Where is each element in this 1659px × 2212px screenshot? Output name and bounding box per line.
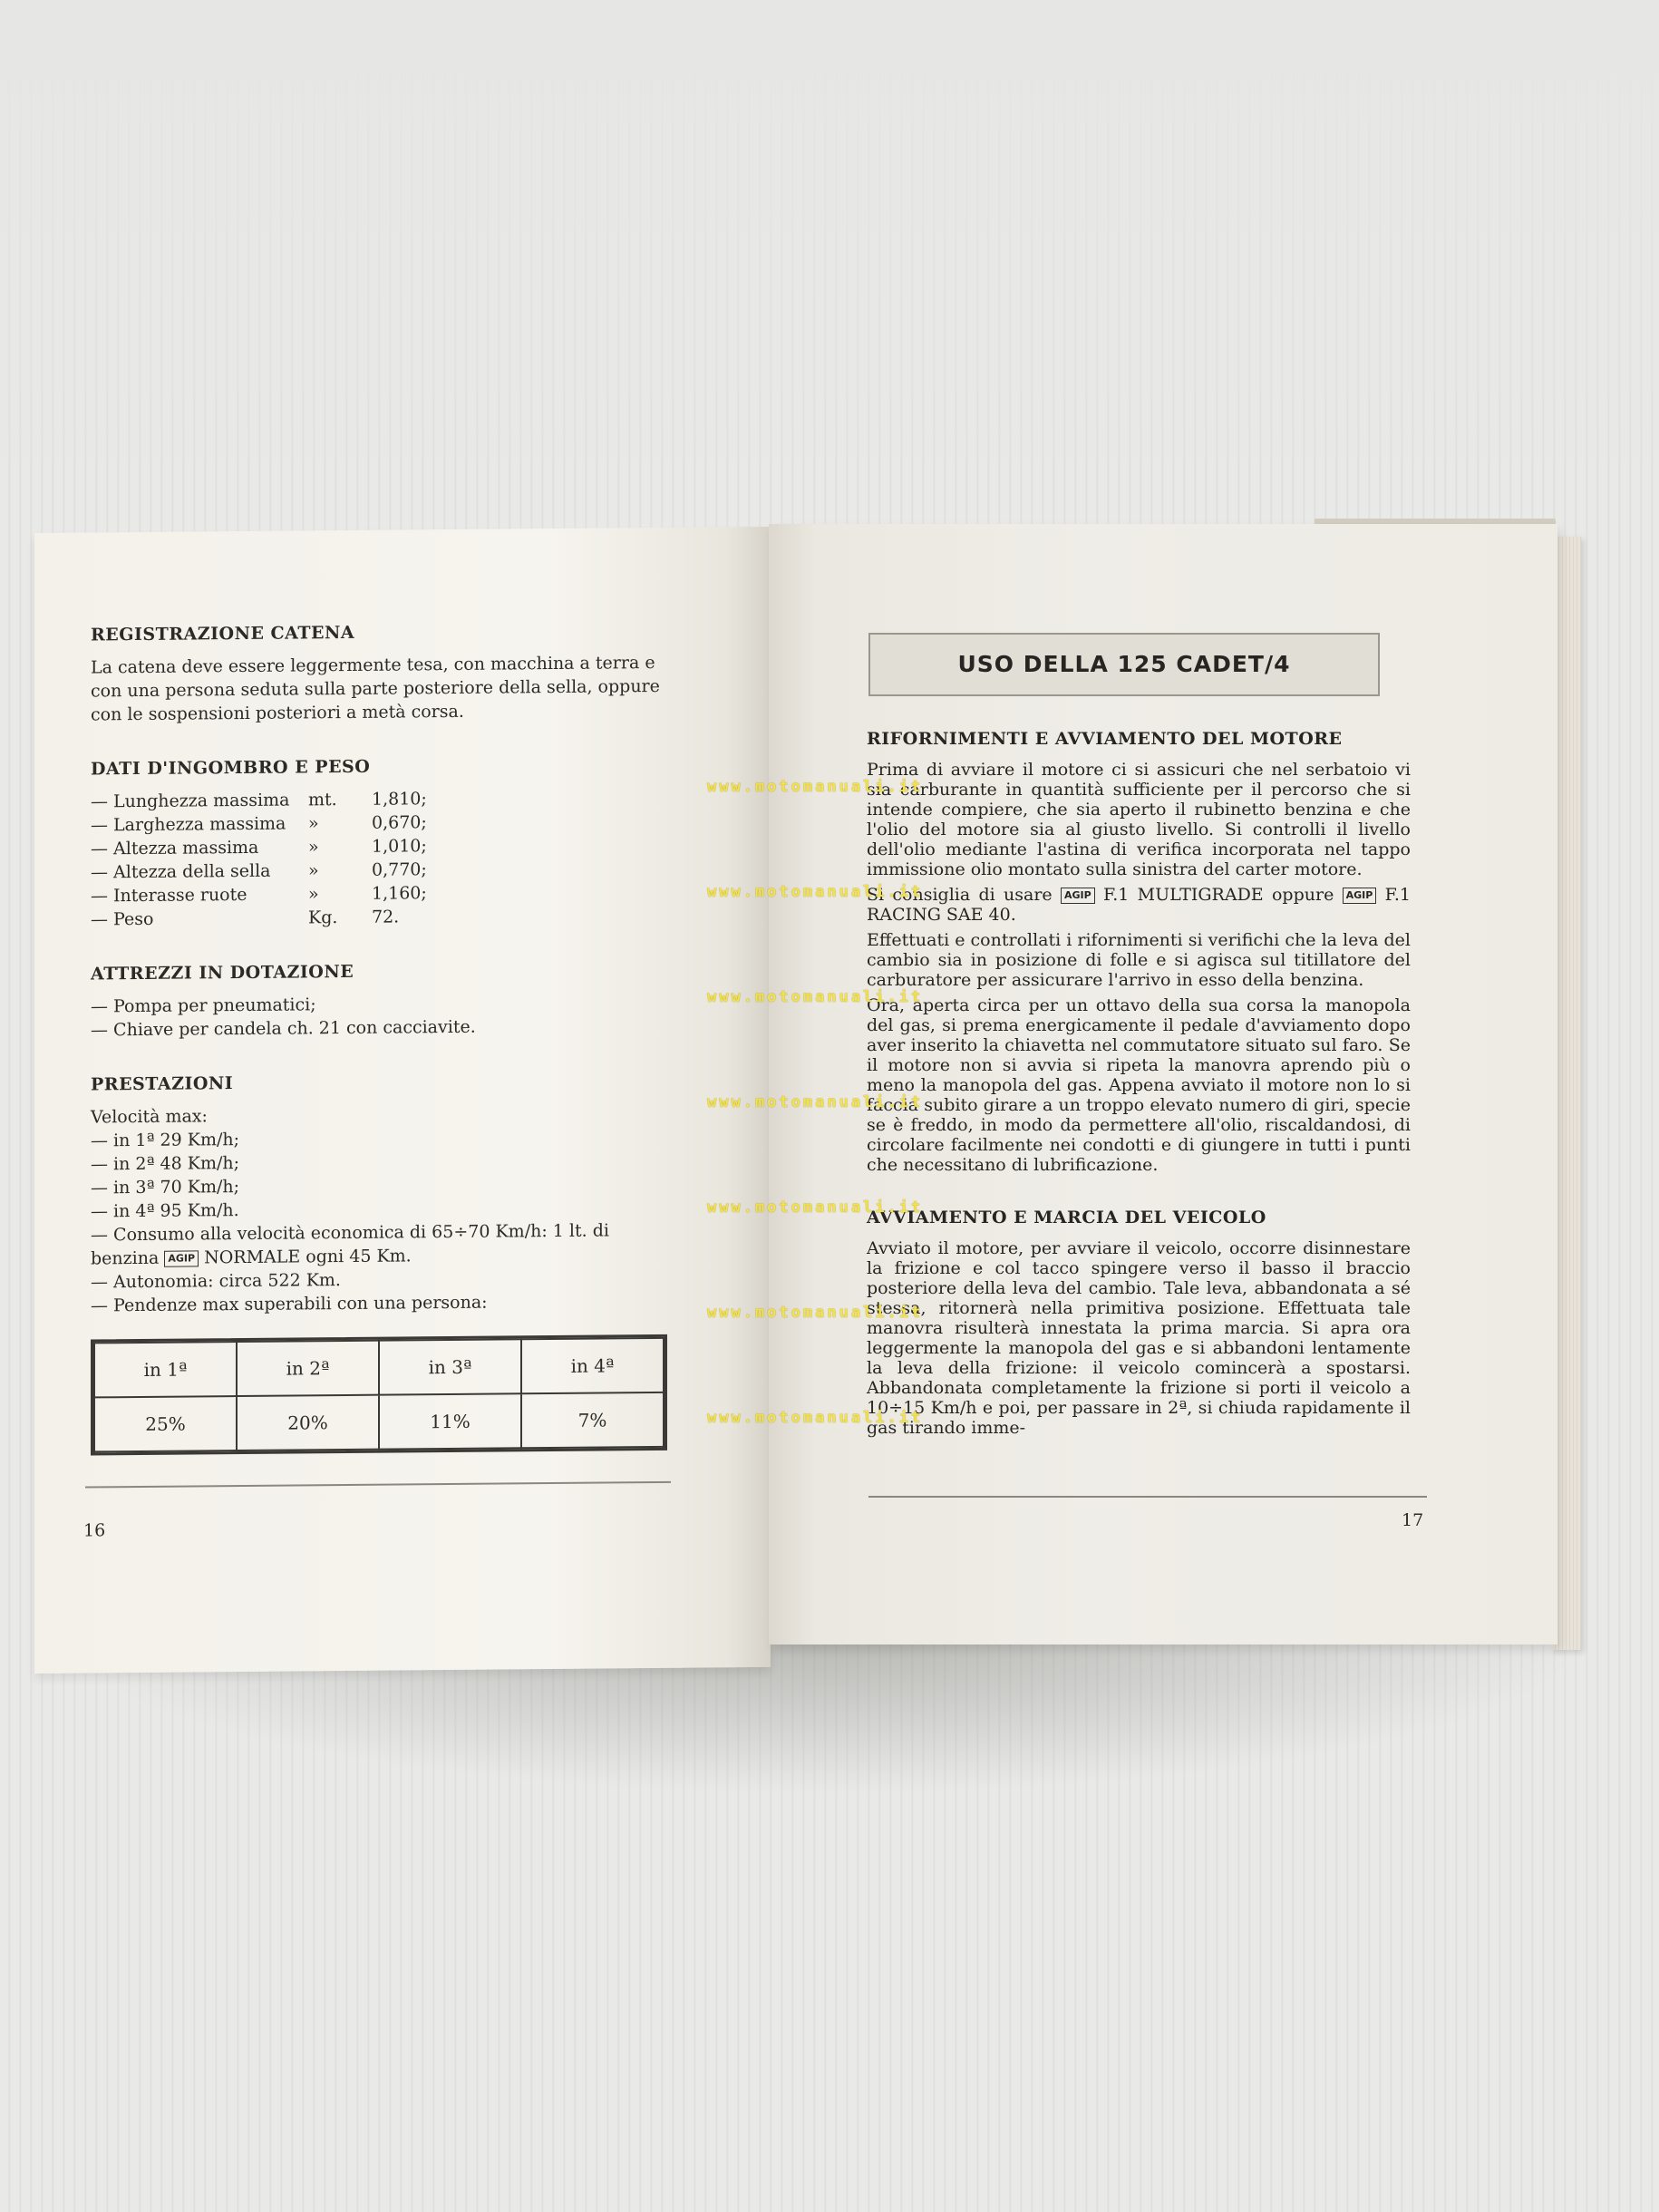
table-header-cell: in 2ª [237,1341,379,1396]
dim-value: 1,010; [372,836,427,857]
advice-part-a: Si consiglia di usare [867,885,1053,905]
right-page [769,524,1557,1644]
paragraph: Effettuati e controllati i rifornimenti si verifichi che la leva del cambio sia in posizione di folle e si agisca sul titillatore del carburatore per assicurare l'arrivo in esso della benzina. [867,930,1411,990]
footer-rule-left [85,1481,671,1489]
dim-label: — Peso [91,908,154,930]
heading-prestazioni: PRESTAZIONI [91,1073,234,1095]
dim-unit: » [308,860,319,881]
table-header-cell: in 3ª [379,1339,521,1394]
agip-logo-icon: AGIP [1343,888,1377,904]
gear-speed: — in 3ª 70 Km/h; [91,1177,240,1198]
dim-unit: » [308,884,319,905]
text-registrazione: La catena deve essere leggermente tesa, con macchina a terra e con una persona seduta sulla parte posteriore della sella, oppure con le sospensioni posteriori a metà corsa. [91,653,660,725]
watermark: www.motomanuali.it [707,1304,924,1322]
consumo-part-a: — Consumo alla velocità economica di 65÷70 Km/h: 1 lt. di benzina [91,1220,609,1269]
agip-logo-icon: AGIP [164,1250,199,1266]
section-registrazione [91,618,671,727]
advice-part-b: F.1 MULTIGRADE oppure [1103,885,1334,905]
heading-marcia: AVVIAMENTO E MARCIA DEL VEICOLO [867,1208,1266,1227]
dim-label: — Altezza della sella [91,860,271,883]
paragraph: Ora, aperta circa per un ottavo della sua corsa la manopola del gas, si prema energicamente il pedale d'avviamento dopo aver inserito la chiavetta nel commutatore situato sul faro. Se il motore non si avvia si ripeta la manovra aprendo più o meno la manopola del gas. Appena avviato il motore non lo si faccia subito girare a un troppo elevato numero di giri, specie se è freddo, in modo da permettere all'olio, riscaldandosi, di circolare facilmente nei condotti e di giungere in tutti i punti che necessitano di lubrificazione. [867,995,1411,1175]
table-cell: 25% [94,1396,237,1451]
velocita-label: Velocità max: [91,1106,208,1128]
agip-logo-icon: AGIP [1061,888,1095,904]
paragraph-oil-advice [867,885,1411,925]
advice-part-c: F.1 RACING SAE 40. [867,885,1411,925]
dim-unit: Kg. [308,907,338,928]
table-cell: 11% [379,1393,521,1449]
table-row [94,1338,664,1397]
section-prestazioni [91,1068,671,1462]
autonomia-text: — Autonomia: circa 522 Km. [91,1270,341,1293]
dim-label: — Interasse ruote [91,884,247,907]
attrezzi-item: — Chiave per candela ch. 21 con cacciavite. [91,1016,476,1041]
table-row [94,1392,664,1451]
gradient-table [93,1337,665,1452]
gear-speed: — in 1ª 29 Km/h; [91,1130,240,1151]
gradient-table-frame [91,1334,667,1456]
consumo-text [91,1218,671,1271]
footer-rule-right [868,1496,1427,1498]
watermark: www.motomanuali.it [707,988,924,1006]
dim-value: 1,810; [372,789,427,810]
attrezzi-item: — Pompa per pneumatici; [91,994,316,1017]
heading-attrezzi: ATTREZZI IN DOTAZIONE [91,961,354,985]
dim-label: — Larghezza massima [91,813,286,836]
dim-value: 0,670; [372,812,427,833]
chapter-title: USO DELLA 125 CADET/4 [868,633,1380,696]
page-number-right: 17 [1402,1510,1424,1530]
consumo-part-b: NORMALE ogni 45 Km. [204,1246,412,1268]
dim-value: 1,160; [372,883,427,904]
paragraph: Prima di avviare il motore ci si assicuri che nel serbatoio vi sia carburante in quantità sufficiente per il percorso che si intende compiere, che sia aperto il rubinetto benzina e che l'olio del motore sia al giusto livello. Si controlli il livello dell'olio mediante l'astina di verifica incorporata nel tappo immissione olio montato sulla sinistra del carter motore. [867,760,1411,879]
dim-unit: » [308,837,319,858]
right-page-content [867,633,1411,1443]
heading-rifornimenti: RIFORNIMENTI E AVVIAMENTO DEL MOTORE [867,729,1343,749]
watermark: www.motomanuali.it [707,1093,924,1111]
table-header-cell: in 1ª [94,1342,237,1397]
section-dati [91,752,671,932]
pendenze-text: — Pendenze max superabili con una persona: [91,1292,488,1316]
paragraph: Avviato il motore, per avviare il veicolo, occorre disinnestare la frizione e col tacco spingere verso il basso il braccio posteriore della leva del cambio. Tale leva, abbandonata a sé stessa, ritornerà nella primitiva posizione. Effettuata tale manovra risulterà innestata la prima marcia. Si apra ora leggermente la manopola del gas e si abbandoni lentamente la leva della frizione: il veicolo comincerà a spostarsi. Abbandonata completamente la frizione si porti il veicolo a 10÷15 Km/h e poi, per passare in 2ª, si chiuda rapidamente il gas tirando imme- [867,1238,1411,1438]
section-attrezzi [91,957,671,1043]
watermark: www.motomanuali.it [707,883,924,901]
dim-value: 72. [372,907,400,927]
dim-row [91,903,671,932]
watermark: www.motomanuali.it [707,778,924,796]
left-page [34,527,771,1674]
dim-label: — Lunghezza massima [91,790,290,812]
heading-registrazione: REGISTRAZIONE CATENA [91,622,355,645]
gear-speed: — in 2ª 48 Km/h; [91,1153,240,1175]
table-cell: 20% [237,1395,379,1450]
left-page-content [91,618,671,1462]
heading-dati: DATI D'INGOMBRO E PESO [91,756,371,780]
gear-speed: — in 4ª 95 Km/h. [91,1200,239,1222]
table-header-cell: in 4ª [521,1338,664,1393]
watermark: www.motomanuali.it [707,1198,924,1217]
dim-unit: mt. [308,790,337,810]
watermark: www.motomanuali.it [707,1409,924,1427]
dim-label: — Altezza massima [91,837,259,859]
dim-value: 0,770; [372,859,427,880]
dim-unit: » [308,813,319,834]
page-number-left: 16 [83,1520,106,1541]
table-cell: 7% [521,1392,664,1448]
